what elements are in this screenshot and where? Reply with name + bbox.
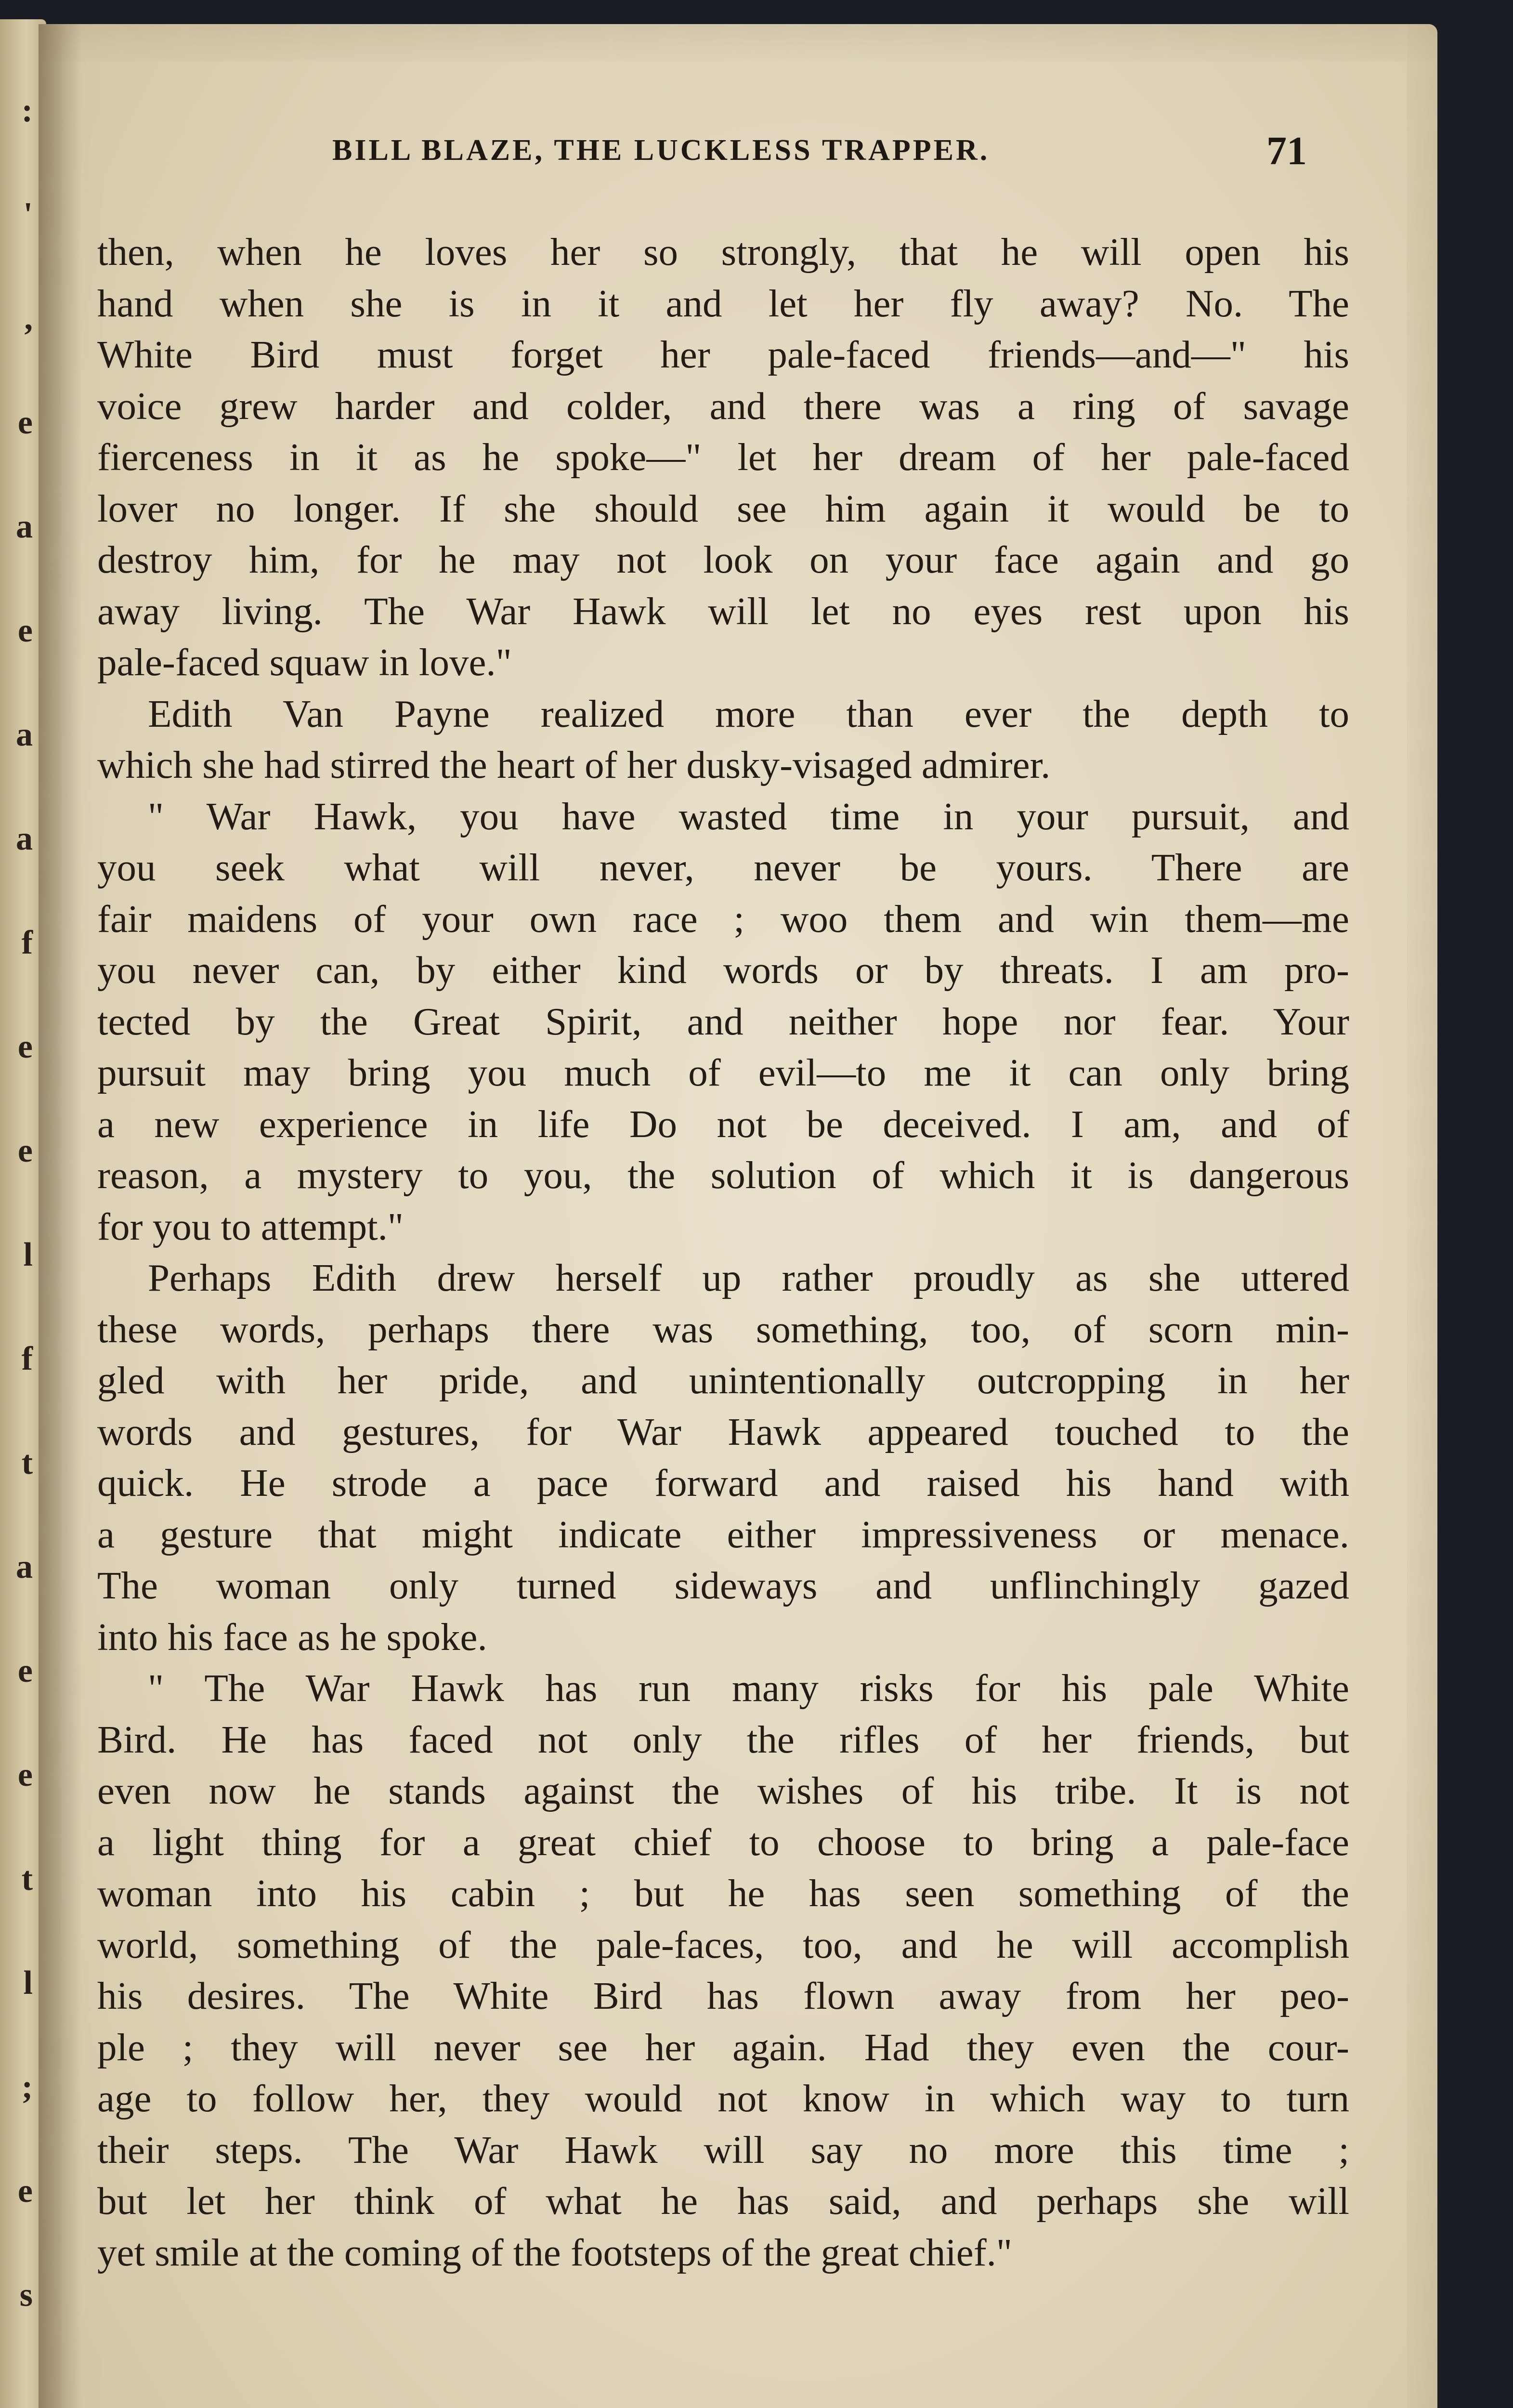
text-line: Perhaps Edith drew herself up rather proudly as she uttered xyxy=(148,1256,1349,1299)
text-line: pale-faced squaw in love." xyxy=(97,641,512,684)
text-line: away living. The War Hawk will let no eyes rest upon his xyxy=(97,589,1349,633)
text-line: you seek what will never, never be yours. There are xyxy=(97,846,1349,889)
previous-page-glyph: f xyxy=(21,1340,33,1377)
text-line: gled with her pride, and unintentionally outcropping in her xyxy=(97,1359,1349,1402)
book-page xyxy=(39,24,1437,2408)
text-line: a new experience in life Do not be deceived. I am, and of xyxy=(97,1102,1349,1146)
previous-page-glyph: a xyxy=(16,508,33,545)
previous-page-glyph: l xyxy=(23,1964,33,2002)
previous-page-glyph: a xyxy=(16,716,33,753)
previous-page-text-fragments xyxy=(4,19,42,2408)
text-line: for you to attempt." xyxy=(97,1204,404,1248)
previous-page-glyph: e xyxy=(17,2172,33,2210)
previous-page-glyph: e xyxy=(17,1028,33,1065)
previous-page-glyph: ' xyxy=(23,196,33,233)
page-header xyxy=(39,128,1437,185)
previous-page-glyph: t xyxy=(21,1444,33,1481)
text-line: tected by the Great Spirit, and neither hope nor fear. Your xyxy=(97,999,1349,1043)
text-line: " War Hawk, you have wasted time in your pursuit, and xyxy=(148,794,1349,838)
previous-page-glyph: s xyxy=(19,2277,33,2314)
text-line: you never can, by either kind words or by threats. I am pro- xyxy=(97,948,1349,992)
paragraph xyxy=(97,791,1349,1253)
text-line: reason, a mystery to you, the solution of which it is dangerous xyxy=(97,1153,1349,1197)
previous-page-glyph: a xyxy=(16,820,33,857)
text-line: The woman only turned sideways and unflinchingly gazed xyxy=(97,1564,1349,1607)
text-line: a gesture that might indicate either impressiveness or menace. xyxy=(97,1512,1349,1556)
previous-page-glyph: , xyxy=(24,300,33,337)
body-text xyxy=(97,226,1349,2278)
text-line: quick. He strode a pace forward and raised his hand with xyxy=(97,1461,1349,1505)
text-line: voice grew harder and colder, and there was a ring of savage xyxy=(97,384,1349,428)
text-line: lover no longer. If she should see him again it would be to xyxy=(97,486,1349,530)
text-line: but let her think of what he has said, and perhaps she will xyxy=(97,2179,1349,2223)
previous-page-glyph: t xyxy=(21,1860,33,1898)
previous-page-glyph: ; xyxy=(21,2068,33,2106)
previous-page-glyph: e xyxy=(17,612,33,649)
text-line: these words, perhaps there was something, too, of scorn min- xyxy=(97,1307,1349,1351)
text-line: ple ; they will never see her again. Had they even the cour- xyxy=(97,2025,1349,2069)
text-line: words and gestures, for War Hawk appeared touched to the xyxy=(97,1410,1349,1453)
text-line: into his face as he spoke. xyxy=(97,1615,487,1659)
text-line: woman into his cabin ; but he has seen something of the xyxy=(97,1871,1349,1915)
text-line: Edith Van Payne realized more than ever the depth to xyxy=(148,692,1349,735)
paragraph xyxy=(97,226,1349,688)
previous-page-glyph: a xyxy=(16,1548,33,1585)
running-head: BILL BLAZE, THE LUCKLESS TRAPPER. xyxy=(332,134,990,167)
text-line: world, something of the pale-faces, too, and he will accomplish xyxy=(97,1923,1349,1966)
paragraph xyxy=(97,1662,1349,2278)
text-line: Bird. He has faced not only the rifles of her friends, but xyxy=(97,1717,1349,1761)
previous-page-glyph: e xyxy=(17,1132,33,1169)
text-line: their steps. The War Hawk will say no more this time ; xyxy=(97,2128,1349,2172)
text-line: pursuit may bring you much of evil—to me it can only bring xyxy=(97,1051,1349,1094)
previous-page-glyph: l xyxy=(23,1236,33,1273)
text-line: then, when he loves her so strongly, that he will open his xyxy=(97,230,1349,274)
text-line: White Bird must forget her pale-faced friends—and—" his xyxy=(97,333,1349,376)
text-line: fierceness in it as he spoke—" let her dream of her pale-faced xyxy=(97,435,1349,479)
text-line: yet smile at the coming of the footsteps of the great chief." xyxy=(97,2230,1012,2274)
text-line: hand when she is in it and let her fly away? No. The xyxy=(97,281,1349,325)
previous-page-glyph: e xyxy=(17,404,33,441)
spine-shadow xyxy=(39,24,82,2408)
text-line: " The War Hawk has run many risks for his pale White xyxy=(148,1666,1349,1710)
previous-page-glyph: f xyxy=(21,924,33,961)
text-line: age to follow her, they would not know in which way to turn xyxy=(97,2077,1349,2120)
text-line: a light thing for a great chief to choose to bring a pale-face xyxy=(97,1820,1349,1864)
previous-page-glyph: e xyxy=(17,1652,33,1689)
text-line: destroy him, for he may not look on your face again and go xyxy=(97,538,1349,581)
previous-page-glyph: e xyxy=(17,1756,33,1793)
paragraph xyxy=(97,1252,1349,1662)
text-line: his desires. The White Bird has flown away from her peo- xyxy=(97,1974,1349,2017)
previous-page-glyph: : xyxy=(21,92,33,129)
text-line: fair maidens of your own race ; woo them and win them—me xyxy=(97,897,1349,941)
text-line: which she had stirred the heart of her dusky-visaged admirer. xyxy=(97,743,1051,786)
text-line: even now he stands against the wishes of his tribe. It is not xyxy=(97,1769,1349,1812)
paragraph xyxy=(97,688,1349,791)
page-number: 71 xyxy=(1266,129,1307,173)
